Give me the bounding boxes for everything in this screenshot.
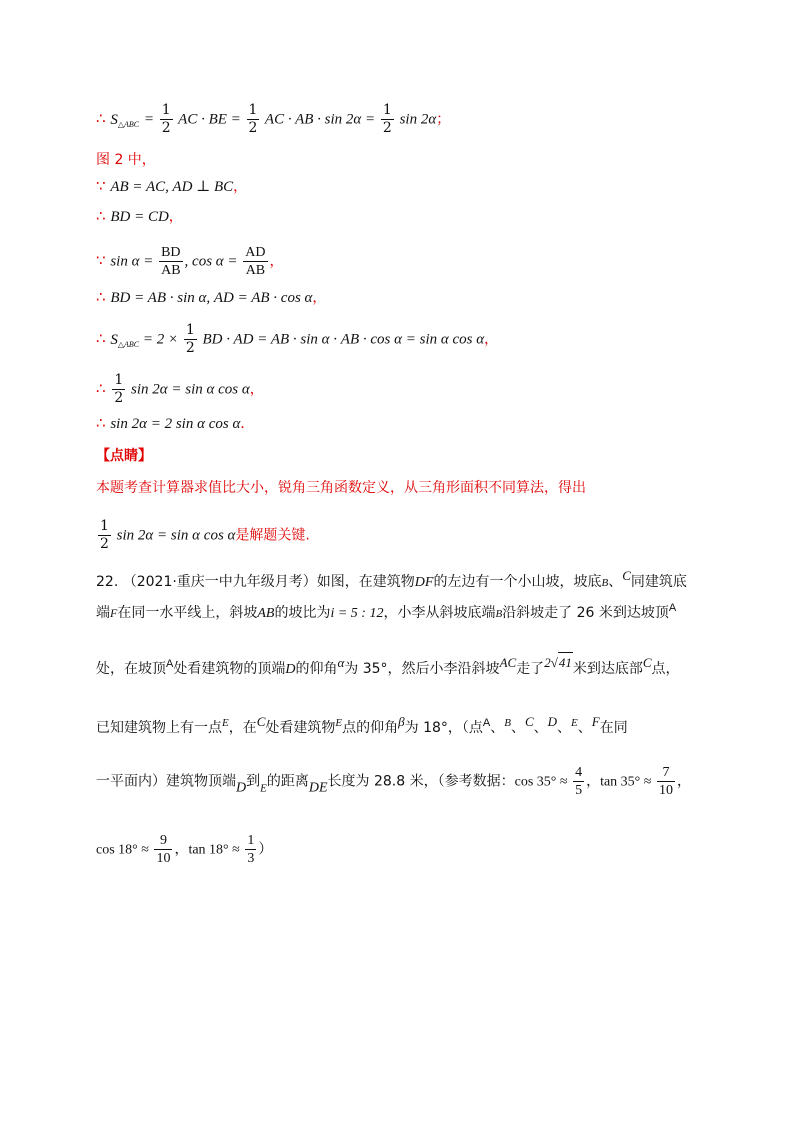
label-e: E: [222, 717, 229, 729]
problem-text: 为 18°，（点: [404, 720, 483, 736]
sin-alpha: sin α =: [110, 253, 158, 270]
frac-den: 2: [248, 120, 258, 136]
equals: =: [143, 111, 158, 128]
problem-text: 的距离: [266, 773, 309, 790]
problem-text: 同建筑底: [630, 574, 687, 590]
half-fraction: [98, 518, 111, 553]
separator: 、: [557, 720, 572, 736]
slope-ratio: i = 5 : 12: [330, 606, 384, 621]
alpha-symbol: α: [337, 655, 345, 670]
label-df: DF: [414, 575, 434, 590]
length-sqrt: 2√41: [544, 655, 573, 670]
problem-text: 一平面内）建筑物顶端: [96, 773, 236, 790]
separator: 、: [490, 720, 505, 736]
frac-num: 1: [247, 833, 255, 848]
frac-den: 3: [247, 851, 255, 866]
given-text: AB = AC, AD ⊥ BC: [110, 179, 234, 195]
half-sin-line: [96, 372, 264, 407]
half-fraction: [247, 102, 260, 137]
frac-num: 7: [657, 764, 675, 782]
ad-ab-fraction: [243, 244, 267, 279]
frac-num: 1: [161, 102, 171, 118]
problem-line-2: [96, 598, 676, 624]
comment-formula-line: [96, 518, 310, 553]
label-e: E: [335, 717, 343, 729]
comma: ，: [174, 841, 189, 858]
frac-den: 10: [156, 851, 171, 866]
problem-text: 处，在坡顶: [96, 661, 166, 677]
comma: ，: [249, 381, 264, 398]
frac-den: AB: [245, 263, 266, 278]
comma: ，: [586, 773, 601, 790]
comma: ，: [676, 773, 691, 790]
frac-num: BD: [161, 245, 181, 260]
half-fraction: [184, 322, 197, 357]
separator: 、: [608, 574, 623, 590]
label-c: C: [524, 714, 534, 729]
label-b: B: [495, 608, 503, 620]
area-symbol: [110, 332, 139, 348]
label-ab: AB: [257, 606, 275, 621]
frac-num: 1: [185, 322, 195, 338]
problem-text: ，在: [228, 720, 257, 736]
sqrt-radicand: 41: [558, 652, 573, 673]
double-angle-line: [96, 413, 254, 434]
label-d: D: [285, 662, 296, 677]
problem-text: 为 35°，然后小李沿斜坡: [344, 661, 500, 677]
comment-formula: sin 2α = sin α cos α: [112, 527, 236, 544]
close-paren: ）: [258, 841, 273, 858]
problem-text: 点的仰角: [342, 720, 399, 736]
because-symbol: ∵: [96, 177, 106, 195]
frac-num: 1: [248, 102, 258, 118]
problem-text: 在同: [599, 720, 628, 736]
problem-text: 米到达底部: [572, 661, 643, 677]
frac-num: 1: [382, 102, 392, 118]
cos35-text: cos 35° ≈: [514, 774, 572, 790]
problem-text: 点，: [651, 661, 680, 677]
therefore-symbol: ∴: [96, 329, 106, 348]
frac-num: 1: [114, 372, 124, 388]
comma: ，: [168, 209, 183, 225]
comment-body: 本题考查计算器求值比大小，锐角三角函数定义，从三角形面积不同算法，得出: [96, 480, 586, 496]
times-two: = 2 ×: [139, 331, 182, 348]
frac-den: 2: [100, 536, 109, 552]
tan35-text: tan 35° ≈: [600, 774, 655, 790]
label-f: F: [591, 714, 600, 729]
half-fraction: [160, 102, 173, 137]
frac-num: 1: [100, 518, 109, 534]
double-angle-text: sin 2α = 2 sin α cos α: [110, 416, 241, 432]
frac-den: 5: [575, 783, 583, 798]
problem-number: 22.: [96, 574, 119, 590]
problem-text: 的仰角: [295, 661, 338, 677]
term-2: AC · AB · sin 2α =: [261, 111, 379, 128]
cos18-text: cos 18° ≈: [96, 842, 153, 858]
cos-alpha: , cos α =: [184, 253, 242, 270]
separator: 、: [510, 720, 525, 736]
figure-2-heading: 图 2 中，: [96, 152, 156, 168]
problem-line-4: [96, 712, 628, 738]
sin-cos-definition-line: [96, 244, 284, 279]
label-a: A: [668, 602, 677, 614]
frac-den: 10: [658, 783, 673, 798]
label-e: E: [260, 782, 267, 795]
label-b: B: [504, 717, 511, 729]
comma: ，: [233, 179, 248, 195]
problem-text: 处看建筑物的顶端: [173, 661, 286, 677]
bd-ad-expression-line: [96, 287, 326, 308]
label-de: DE: [308, 780, 328, 796]
area-symbol: [110, 112, 139, 128]
half-fraction: [112, 372, 125, 407]
tan18-fraction: [245, 832, 256, 867]
frac-den: 2: [382, 120, 392, 136]
frac-num: 4: [575, 765, 583, 780]
comment-heading: 【点睛】: [96, 448, 152, 464]
frac-den: 2: [161, 120, 171, 136]
label-ac: AC: [499, 655, 517, 670]
problem-text: 到: [246, 773, 261, 790]
problem-text: ，小李从斜坡底端: [383, 605, 496, 621]
term-3: sin 2α: [395, 111, 437, 128]
bd-cd-line: [96, 206, 183, 227]
area-subscript: △ABC: [117, 339, 140, 349]
separator: 、: [577, 720, 592, 736]
label-d: D: [547, 714, 558, 729]
half-sin-text: sin 2α = sin α cos α: [127, 381, 250, 398]
label-d: D: [236, 780, 247, 796]
therefore-symbol: ∴: [96, 207, 106, 225]
because-symbol: ∵: [96, 251, 106, 270]
problem-text: 端: [96, 605, 110, 621]
problem-text: 处看建筑物: [265, 720, 336, 736]
problem-text: 长度为 28.8 米，（参考数据：: [327, 773, 515, 790]
label-b: B: [601, 577, 609, 589]
tan18-text: tan 18° ≈: [188, 842, 244, 858]
comma: ，: [484, 331, 499, 348]
bd-cd-text: BD = CD: [110, 209, 169, 225]
area-s: S: [110, 111, 118, 128]
frac-den: 2: [114, 390, 124, 406]
problem-text: 的左边有一个小山坡，坡底: [433, 574, 602, 590]
area-formula-line: [96, 102, 450, 137]
area-subscript: △ABC: [117, 119, 140, 129]
sqrt-coefficient: 2: [544, 655, 551, 670]
label-e: E: [571, 717, 578, 729]
cos35-fraction: [573, 764, 584, 799]
therefore-symbol: ∴: [96, 379, 106, 398]
problem-text: 走了: [516, 661, 545, 677]
problem-text: （2021·重庆一中九年级月考）如图，在建筑物: [122, 574, 415, 590]
problem-text: 在同一水平线上，斜坡: [117, 605, 258, 621]
frac-den: 2: [185, 340, 195, 356]
cos18-fraction: [154, 832, 172, 867]
tan35-fraction: [657, 764, 675, 799]
area-product-text: BD · AD = AB · sin α · AB · cos α = sin α cos α: [198, 331, 485, 348]
bd-ab-fraction: [159, 244, 182, 279]
label-c: C: [642, 655, 652, 670]
half-fraction: [381, 102, 394, 137]
therefore-symbol: ∴: [96, 414, 106, 432]
label-f: F: [110, 606, 118, 620]
problem-line-6: [96, 832, 272, 867]
problem-line-1: [96, 566, 687, 593]
comment-tail: 是解题关键.: [235, 527, 310, 544]
problem-text: 沿斜坡走了 26 米到达坡顶: [502, 605, 669, 621]
label-a: A: [166, 658, 174, 670]
frac-den: AB: [161, 263, 181, 278]
label-c: C: [622, 568, 631, 583]
separator: 、: [533, 720, 548, 736]
frac-num: AD: [245, 245, 266, 260]
semicolon: ；: [436, 111, 451, 128]
label-c: C: [256, 714, 266, 729]
problem-line-5: [96, 764, 691, 799]
beta-symbol: β: [398, 714, 405, 729]
bd-ad-text: BD = AB · sin α, AD = AB · cos α: [110, 290, 313, 306]
label-a: A: [482, 717, 491, 729]
period: ．: [240, 416, 255, 432]
comma: ，: [312, 290, 327, 306]
frac-num: 9: [154, 832, 172, 850]
area-product-line: [96, 322, 498, 357]
problem-text: 的坡比为: [274, 605, 331, 621]
term-1: AC · BE =: [174, 111, 245, 128]
area-s: S: [110, 331, 118, 348]
problem-text: 已知建筑物上有一点: [96, 720, 222, 736]
comma: ，: [269, 253, 284, 270]
given-line: [96, 176, 247, 197]
therefore-symbol: ∴: [96, 109, 106, 128]
therefore-symbol: ∴: [96, 288, 106, 306]
problem-line-3: [96, 652, 680, 680]
